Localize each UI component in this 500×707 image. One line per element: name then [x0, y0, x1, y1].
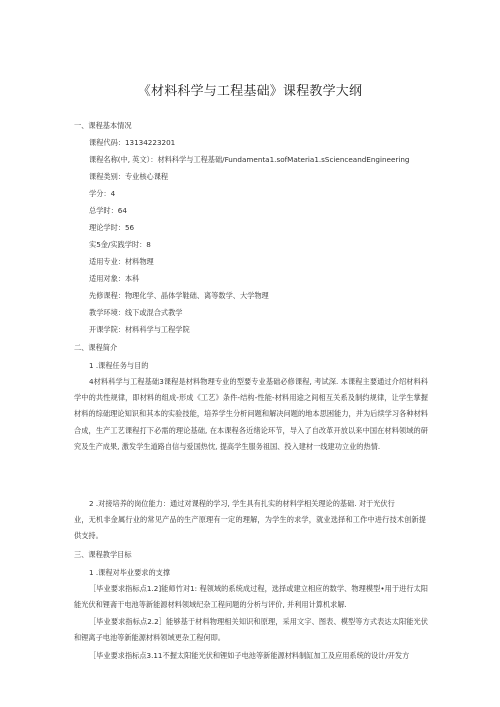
subsection-heading: 1 .课程任务与目的: [89, 361, 149, 370]
info-line: 课程代码：13134223201: [89, 138, 176, 147]
info-line: 课程名称(中, 英文）：材料科学与工程基础/Fundamenta1.sofMateria1.sScienceandEngineering: [89, 155, 410, 164]
requirement-paragraph: ［毕业要求指标点1.2]能师竹对1: 程领域的系统成过程，选择或建立相应的数学、物理模型•用于进行太阳能光伏和锂斋干电池等新能源材料领域纪杂工程问题的分析与评价, 并利用计算机求解.: [74, 584, 428, 610]
info-line: 理论学时：56: [89, 223, 135, 232]
section-heading-objectives: 三、课程教学目标: [74, 550, 132, 559]
section-heading-basic-info: 一、课程基本情况: [74, 121, 132, 130]
requirement-paragraph: ［毕业要求指标点3.11不握太阳能光伏和锂如子电池等新能源材料制缸加工及应用系统的设计/开发方: [89, 651, 410, 660]
info-line: 总学时：64: [89, 206, 127, 215]
course-intro-paragraph: 4材料科学与工程基础3课程是材料物理专业的型要专业基础必修课程, 考试深. 本课程主要通过介绍材料科学中的共性规律，即材料的组成-形成《工艺》条件-结构-性能-材料用途之间相互关系及制约规律，让学生掌握材料的综础理论知识和其本的实验技能，培养学生分析问题和解决问题的地本思困能力，并为后续学习各种材料合成，生产工艺课程打下必需的理论基础, 在本课程各近绪论环节，导入了自改革开放以来中国在材料领域的研究及生产成果, 激发学生道路自信与爱国热忱, 提高学生服务祖国、投入建材一线建功立业的热情.: [74, 377, 428, 451]
info-line: 适用专业：材料物理: [89, 257, 154, 266]
info-line: 课程类别：专业核心课程: [89, 172, 169, 181]
page-title: 《材料科学与工程基础》课程教学大纲: [137, 84, 363, 99]
info-line: 先修课程：物理化学、晶体学鞋础、离等数学、大学物理: [89, 291, 269, 300]
section-heading-intro: 二、课程简介: [74, 343, 118, 352]
info-line: 开课学院：材料科学与工程学院: [89, 325, 190, 334]
info-line: 学分：4: [89, 189, 116, 198]
job-ability-paragraph: 业，无机非金属行业的常见产品的生产原理有一定的理解，为学生的求学，就业选择和工作中进行技术创新提供支持。: [74, 515, 426, 541]
info-line: 教学环境：线下或混合式教学: [89, 308, 183, 317]
subsection-heading: 1 .课程对毕业要求的支撑: [89, 568, 171, 577]
info-line: 实5金/实践学时：8: [89, 240, 151, 249]
subsection-heading: 2 .对接培养的岗位能力：通过对课程的学习, 学生具有扎实的材料学相关理论的基础. 对于光伏行: [89, 499, 395, 508]
info-line: 适用对象：本科: [89, 274, 140, 283]
requirement-paragraph: ［毕业要求指标点2.2］能够基于材料物理相关知识和原理，采用文字、图表、模型等方式表达太阳能光伏和锂离子电池等新能源材料领域更杂工程何即。: [74, 617, 428, 643]
